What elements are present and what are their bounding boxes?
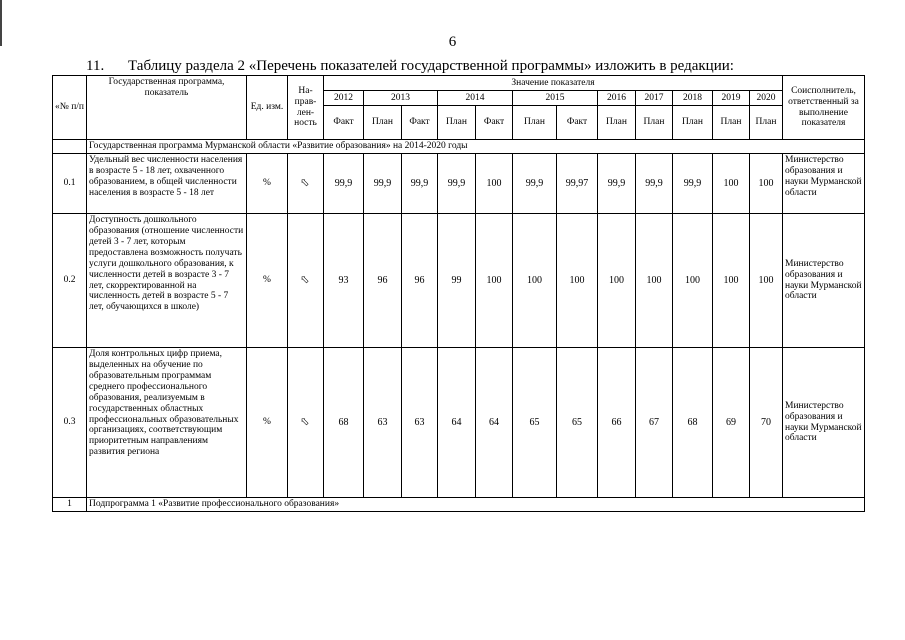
header-unit: Ед. изм.	[247, 76, 288, 140]
value-cell: 64	[438, 348, 476, 498]
value-cell: 68	[673, 348, 713, 498]
value-cell: 96	[364, 214, 402, 348]
value-cell: 70	[750, 348, 783, 498]
value-cell: 93	[324, 214, 364, 348]
year-2012: 2012	[324, 91, 364, 106]
subhead: Факт	[557, 106, 598, 140]
value-cell: 63	[364, 348, 402, 498]
unit-cell: %	[247, 348, 288, 498]
direction-cell	[288, 154, 324, 214]
value-cell: 99,9	[513, 154, 557, 214]
arrow-up-right-icon: ⇧	[297, 414, 313, 430]
subhead: План	[750, 106, 783, 140]
value-cell: 65	[513, 348, 557, 498]
value-cell: 100	[750, 154, 783, 214]
subhead: План	[713, 106, 750, 140]
year-2017: 2017	[636, 91, 673, 106]
header-num: «№ п/п	[53, 76, 87, 140]
subhead: Факт	[476, 106, 513, 140]
value-cell: 99,9	[402, 154, 438, 214]
section-heading	[86, 58, 734, 75]
subhead: План	[513, 106, 557, 140]
subhead: План	[364, 106, 402, 140]
value-cell: 100	[476, 154, 513, 214]
value-cell: 100	[750, 214, 783, 348]
header-program: Государственная программа, показатель	[87, 76, 247, 140]
value-cell: 64	[476, 348, 513, 498]
executor-cell: Министерство образования и науки Мурманской области	[783, 348, 865, 498]
value-cell: 99,9	[598, 154, 636, 214]
value-cell: 99,9	[636, 154, 673, 214]
value-cell: 66	[598, 348, 636, 498]
value-cell: 99,97	[557, 154, 598, 214]
heading-text: Таблицу раздела 2 «Перечень показателей государственной программы» изложить в редакции:	[128, 58, 734, 74]
value-cell: 99,9	[364, 154, 402, 214]
unit-cell: %	[247, 214, 288, 348]
indicator-text: Доля контрольных цифр приема, выделенных на обучение по образовательным программам среднего профессионального образования, реализуемым в государственных областных профессиональных образовательных организациях, соответствующим приоритетным направлениям развития региона	[87, 348, 247, 498]
arrow-up-right-icon: ⇧	[297, 272, 313, 288]
year-2015: 2015	[513, 91, 598, 106]
year-2014: 2014	[438, 91, 513, 106]
subhead: План	[636, 106, 673, 140]
value-cell: 100	[713, 154, 750, 214]
value-cell: 67	[636, 348, 673, 498]
indicators-table	[52, 75, 865, 512]
value-cell: 99,9	[324, 154, 364, 214]
year-2019: 2019	[713, 91, 750, 106]
year-2013: 2013	[364, 91, 438, 106]
arrow-up-right-icon: ⇧	[297, 175, 313, 191]
subhead: План	[673, 106, 713, 140]
direction-cell	[288, 348, 324, 498]
program-row: Государственная программа Мурманской области «Развитие образования» на 2014-2020 годы	[87, 140, 865, 154]
value-cell: 65	[557, 348, 598, 498]
direction-cell	[288, 214, 324, 348]
indicator-text: Удельный вес численности населения в возрасте 5 - 18 лет, охваченного образованием, в общей численности населения в возрасте 5 - 18 лет	[87, 154, 247, 214]
row-num: 0.1	[53, 154, 87, 214]
year-2016: 2016	[598, 91, 636, 106]
value-cell: 100	[513, 214, 557, 348]
table-row	[53, 154, 865, 214]
value-cell: 100	[476, 214, 513, 348]
value-cell: 100	[598, 214, 636, 348]
row-num: 0.2	[53, 214, 87, 348]
header-value: Значение показателя	[324, 76, 783, 91]
value-cell: 99	[438, 214, 476, 348]
page-number: 6	[448, 34, 457, 50]
value-cell: 100	[673, 214, 713, 348]
value-cell: 99,9	[673, 154, 713, 214]
program-row-num	[53, 140, 87, 154]
value-cell: 69	[713, 348, 750, 498]
value-cell: 100	[713, 214, 750, 348]
value-cell: 100	[557, 214, 598, 348]
indicator-text: Доступность дошкольного образования (отношение численности детей 3 - 7 лет, которым предоставлена возможность получать услуги дошкольного образования, к численности детей в возрасте 3 - 7 лет, скорректированной на численность детей в возрасте 5 - 7 лет, обучающихся в школе)	[87, 214, 247, 348]
subhead: Факт	[402, 106, 438, 140]
table-row	[53, 214, 865, 348]
header-executor: Соисполнитель, ответственный за выполнение показателя	[783, 76, 865, 140]
heading-number: 11.	[86, 58, 105, 74]
value-cell: 96	[402, 214, 438, 348]
subprogram-text: Подпрограмма 1 «Развитие профессионального образования»	[87, 498, 865, 512]
unit-cell: %	[247, 154, 288, 214]
year-2018: 2018	[673, 91, 713, 106]
value-cell: 99,9	[438, 154, 476, 214]
table-row	[53, 348, 865, 498]
row-num: 0.3	[53, 348, 87, 498]
value-cell: 100	[636, 214, 673, 348]
value-cell: 63	[402, 348, 438, 498]
executor-cell: Министерство образования и науки Мурманской области	[783, 214, 865, 348]
executor-cell: Министерство образования и науки Мурманской области	[783, 154, 865, 214]
subhead: План	[438, 106, 476, 140]
subprogram-row	[53, 498, 865, 512]
year-2020: 2020	[750, 91, 783, 106]
subhead: План	[598, 106, 636, 140]
subhead: Факт	[324, 106, 364, 140]
subprogram-num: 1	[53, 498, 87, 512]
header-direction: На-прав-лен-ность	[288, 76, 324, 140]
value-cell: 68	[324, 348, 364, 498]
